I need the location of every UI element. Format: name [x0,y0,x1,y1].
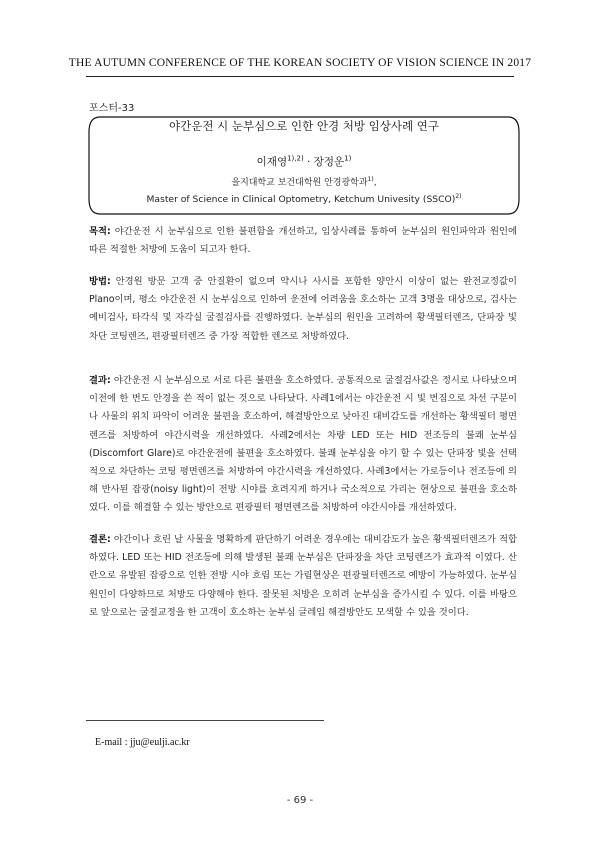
author-name: 이재영 [256,156,288,168]
section-label: 방법: [89,276,111,287]
page-number: - 69 - [286,795,314,806]
section-text: 야간이나 흐린 날 사물을 명확하게 판단하기 어려운 경우에는 대비감도가 높은 황색필터렌즈가 적합하였다. LED 또는 HID 전조등에 의해 발생된 불쾌 눈부심은 단파장을 차단 코팅렌즈가 효과적 이였다. 산란으로 유발된 잡광으로 인한 전방 시야 흐림 또는 가림현상은 편광필터렌즈로 예방이 가능하였다. 눈부심 원인이 다양하므로 처방도 다양해야 한다. 잘못된 처방은 오히려 눈부심을 증가시킬 수 있다. 이를 바탕으로 앞으로는 굴절교정을 한 고객이 호소하는 눈부심 글레임 해결방안도 모색할 수 있을 것이다. [89,534,517,618]
poster-number: 포스터-33 [89,103,135,114]
footnote-divider [86,720,324,721]
affiliation-text: 을지대학교 보건대학원 안경광학과 [231,178,368,188]
section-method [89,273,517,346]
section-conclusion [89,531,517,622]
affiliation-mark: 2) [455,193,462,200]
author-separator: · [303,156,314,168]
author-list [88,154,520,169]
affiliation-1 [88,175,520,188]
affiliation-suffix: , [373,178,377,188]
paper-title: 야간운전 시 눈부심으로 인한 안경 처방 임상사례 연구 [169,119,439,133]
section-label: 결론: [89,534,111,545]
affiliation-2 [88,193,520,205]
section-text: 안경원 방문 고객 중 안질환이 없으며 약시나 사시를 포함한 양안시 이상이 없는 완전교정값이 Plano이며, 평소 야간운전 시 눈부심으로 인하여 운전에 어려움을 호소하는 고객 3명을 대상으로, 검사는 예비검사, 타각식 및 자각실 굴절검사를 진행하였다. 눈부심의 원인을 고려하여 황색필터렌즈, 단파장 빛 차단 코팅렌즈, 편광필터렌즈 중 가장 적합한 렌즈로 처방하였다. [89,276,517,342]
author-affiliation-mark: 1),2) [287,154,304,163]
section-label: 결과: [89,375,111,386]
header-divider [86,76,514,77]
section-result [89,372,517,518]
author-name: 장정운 [313,156,345,168]
affiliation-mark: 1) [367,176,374,183]
section-text: 야간운전 시 눈부심으로 서로 다른 불편을 호소하였다. 공통적으로 굴절검사값은 정시로 나타났으며 이전에 한 번도 안경을 쓴 적이 없는 것으로 나타났다. 사례1에서는 야간운전 시 빛 번짐으로 차선 구분이나 사물의 위치 파악이 어려운 불편을 호소하여, 해결방안으로 낮아진 대비감도를 개선하는 황색필터 평면렌즈를 처방하여 야간시력을 개선하였다. 사례2에서는 차량 LED 또는 HID 전조등의 불쾌 눈부심(Discomfort Glare)로 야간운전에 불편을 호소하였다. 불쾌 눈부심을 야기 할 수 있는 단파장 빛을 선택적으로 차단하는 코팅 평면렌즈를 처방하여 야간시력을 개선하였다. 사례3에서는 가로등이나 전조등에 의해 반사된 잡광(noisy light)이 전방 시야를 흐려지게 하거나 국소적으로 가리는 현상으로 불편을 호소하였다. 이를 해결할 수 있는 방안으로 편광필터 평면렌즈를 처방하여 야간시야를 개선하였다. [89,375,517,514]
conference-header: THE AUTUMN CONFERENCE OF THE KOREAN SOCIETY OF VISION SCIENCE IN 2017 [68,57,532,69]
contact-email: E-mail : jju@eulji.ac.kr [95,737,190,748]
section-label: 목적: [89,226,111,237]
affiliation-text: Master of Science in Clinical Optometry, Ketchum Univesity (SSCO) [146,194,456,206]
section-text: 야간운전 시 눈부심으로 인한 불편함을 개선하고, 임상사례를 통하여 눈부심의 원인파악과 원인에 따른 적절한 처방에 도움이 되고자 한다. [89,226,517,256]
section-purpose [89,223,517,259]
author-affiliation-mark: 1) [344,154,352,163]
